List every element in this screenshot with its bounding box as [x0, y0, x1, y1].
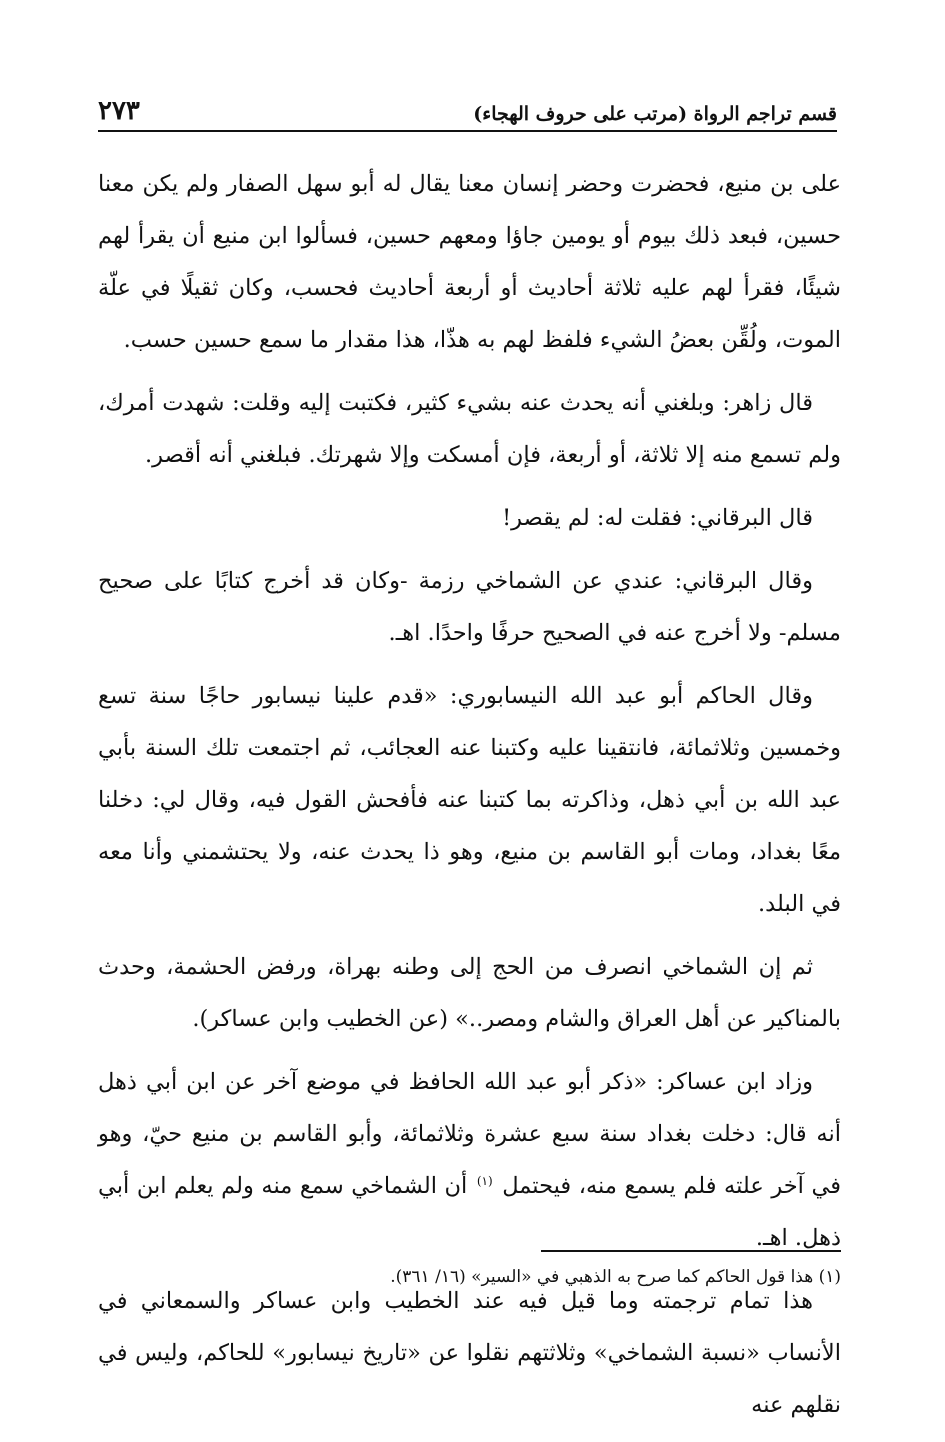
paragraph-3: قال البرقاني: فقلت له: لم يقصر! — [502, 505, 813, 531]
footnote: (١) هذا قول الحاكم كما صرح به الذهبي في «السير» (١٦/ ٣٦١). — [390, 1267, 841, 1287]
paragraph-5: وقال الحاكم أبو عبد الله النيسابوري: «قدم علينا نيسابور حاجًا سنة تسع وخمسين وثلاثمائة، فانتقينا عليه وكتبنا عنه العجائب، ثم اجتمعت تلك السنة بأبي عبد الله بن أبي ذهل، وذاكرته بما كتبنا عنه فأفحش القول فيه، وقال لي: دخلنا معًا بغداد، ومات أبو القاسم بن منيع، وهو ذا يحدث عنه، ولا يحتشمني وأنا معه في البلد. — [98, 683, 841, 917]
page-header — [98, 78, 837, 132]
paragraph-7 — [98, 1056, 841, 1264]
running-head: قسم تراجم الرواة (مرتب على حروف الهجاء) — [473, 103, 837, 125]
footnote-divider — [541, 1250, 841, 1252]
paragraph-1: على بن منيع، فحضرت وحضر إنسان معنا يقال له أبو سهل الصفار ولم يكن معنا حسين، فبعد ذلك بيوم أو يومين جاؤا ومعهم حسين، فسألوا ابن منيع أن يقرأ لهم شيئًا، فقرأ لهم عليه ثلاثة أحاديث أو أربعة أحاديث فحسب، وكان ثقيلًا في علّة الموت، ولُقِّن بعضُ الشيء فلفظ لهم به هذّا، هذا مقدار ما سمع حسين حسب. — [98, 171, 841, 353]
paragraph-8: هذا تمام ترجمته وما قيل فيه عند الخطيب وابن عساكر والسمعاني في الأنساب «نسبة الشماخي» وثلاثتهم نقلوا عن «تاريخ نيسابور» للحاكم، وليس في نقلهم عنه — [98, 1288, 841, 1418]
paragraph-7-text-a: وزاد ابن عساكر: «ذكر أبو عبد الله الحافظ في موضع آخر عن ابن أبي ذهل أنه قال: دخلت بغداد سنة سبع عشرة وثلاثمائة، وأبو القاسم بن منيع حيّ، وهو في آخر علته فلم يسمع منه، فيحتمل — [98, 1069, 841, 1199]
footnote-reference[interactable]: (١) — [476, 1173, 493, 1188]
paragraph-4: وقال البرقاني: عندي عن الشماخي رزمة -وكان قد أخرج كتابًا على صحيح مسلم- ولا أخرج عنه في الصحيح حرفًا واحدًا. اهـ. — [98, 568, 841, 646]
paragraph-6: ثم إن الشماخي انصرف من الحج إلى وطنه بهراة، ورفض الحشمة، وحدث بالمناكير عن أهل العراق والشام ومصر..» (عن الخطيب وابن عساكر). — [98, 954, 841, 1032]
page-number: ٢٧٣ — [98, 96, 140, 126]
paragraph-7-text-b: أن الشماخي سمع منه ولم يعلم ابن أبي ذهل. اهـ. — [98, 1173, 841, 1251]
paragraph-2: قال زاهر: وبلغني أنه يحدث عنه بشيء كثير، فكتبت إليه وقلت: شهدت أمرك، ولم تسمع منه إلا ثلاثة، أو أربعة، فإن أمسكت وإلا شهرتك. فبلغني أنه أقصر. — [98, 390, 841, 468]
